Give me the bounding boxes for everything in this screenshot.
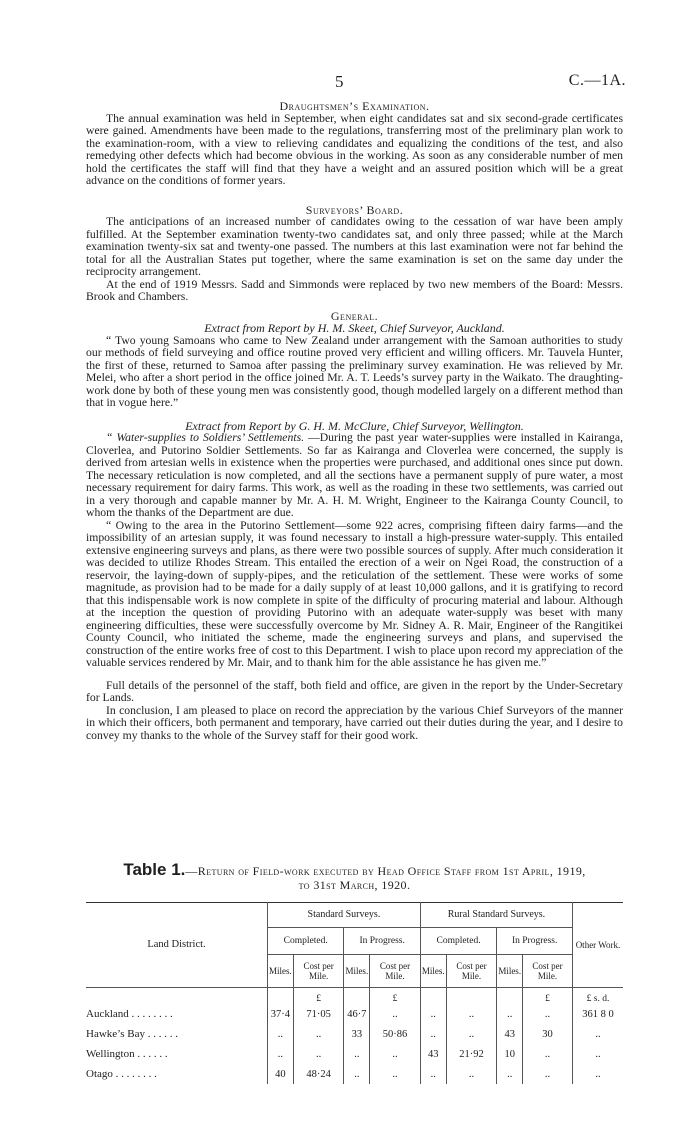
standard-in-progress: In Progress. (344, 928, 420, 955)
cell: 43 (497, 1024, 523, 1044)
cell: 50·86 (370, 1024, 421, 1044)
district-name: Otago (86, 1068, 113, 1080)
cell: .. (446, 1064, 497, 1084)
water-supplies-lead: “ Water-supplies to Soldiers’ Settlements. (106, 431, 305, 444)
table-row (86, 1044, 623, 1064)
cell: .. (344, 1064, 370, 1084)
cell: .. (497, 1064, 523, 1084)
cell: .. (268, 1024, 294, 1044)
table-row (86, 1064, 623, 1084)
extract-wellington-paragraph-1 (86, 432, 623, 520)
cell: 21·92 (446, 1044, 497, 1064)
table-title (86, 860, 623, 892)
unit-pound: £ (370, 988, 421, 1005)
cell: .. (573, 1064, 624, 1084)
personnel-paragraph: Full details of the personnel of the staff, both field and office, are given in the report by the Under-Secretary for Lands. (86, 678, 623, 704)
cell: 46·7 (344, 1004, 370, 1024)
cell: .. (573, 1024, 624, 1044)
cell: .. (497, 1004, 523, 1024)
hdr-cost-per-mile: Cost per Mile. (446, 955, 497, 988)
table-title-line-1: —Return of Field-work executed by Head Office Staff from 1st April, 1919, (185, 864, 586, 878)
cell: .. (293, 1024, 344, 1044)
hdr-cost-per-mile: Cost per Mile. (370, 955, 421, 988)
document-reference: C.—1A. (568, 72, 626, 89)
hdr-cost-per-mile: Cost per Mile. (523, 955, 573, 988)
col-standard-surveys: Standard Surveys. (268, 903, 421, 928)
table-label: Table 1. (123, 860, 186, 879)
unit-pound: £ (293, 988, 344, 1005)
draughtsmen-paragraph: The annual examination was held in September, when eight candidates sat and six second-grade certificates were gained. Amendments have been made to the regulations, transferring most of the preliminary plan work to the examination-room, with a view to relieving candidates and equalizing the conditions of the test, and also remedying other defects which had become obvious in the working. As soon as any considerable number of men hold the certificates the staff will find that they have a weight and an assured position which will be a great advance on the conditions of former years. (86, 111, 623, 187)
cell: 48·24 (293, 1064, 344, 1084)
cell: .. (293, 1044, 344, 1064)
leader-dots: . . . . . . (137, 1048, 168, 1060)
leader-dots: . . . . . . . . (131, 1008, 173, 1020)
cell: .. (370, 1004, 421, 1024)
cell: 43 (420, 1044, 446, 1064)
cell: .. (446, 1004, 497, 1024)
page-header (86, 72, 626, 92)
cell: .. (370, 1044, 421, 1064)
body-text (86, 100, 623, 742)
cell: 10 (497, 1044, 523, 1064)
surveyors-board-paragraph-1: The anticipations of an increased number of candidates owing to the cessation of war have been amply fulfilled. At the September examination twenty-two candidates sat, and only three passed; while at the March examination twenty-six sat and twenty-one passed. The numbers at this last examination were not far behind the total for all the Australian States put together, where the same examination is set on the same day under the reciprocity arrangement. (86, 215, 623, 278)
cell: 71·05 (293, 1004, 344, 1024)
table-row (86, 1024, 623, 1044)
cell: .. (420, 1024, 446, 1044)
col-land-district: Land District. (86, 903, 268, 988)
general-heading: General. (330, 308, 379, 323)
rural-completed: Completed. (420, 928, 496, 955)
col-rural-surveys: Rural Standard Surveys. (420, 903, 572, 928)
table-title-line-2: to 31st March, 1920. (298, 878, 411, 892)
leader-dots: . . . . . . . . (115, 1068, 157, 1080)
page-number: 5 (335, 72, 344, 91)
cell: 40 (268, 1064, 294, 1084)
cell: .. (573, 1044, 624, 1064)
hdr-cost-per-mile: Cost per Mile. (293, 955, 344, 988)
hdr-miles: Miles. (344, 955, 370, 988)
leader-dots: . . . . . . (147, 1028, 178, 1040)
unit-pound: £ (523, 988, 573, 1005)
cell: 37·4 (268, 1004, 294, 1024)
cell: .. (370, 1064, 421, 1084)
cell: .. (268, 1044, 294, 1064)
hdr-miles: Miles. (497, 955, 523, 988)
standard-completed: Completed. (268, 928, 344, 955)
cell: .. (420, 1004, 446, 1024)
conclusion-paragraph: In conclusion, I am pleased to place on record the appreciation by the various Chief Surveyors of the manner in which their officers, both permanent and temporary, have carried out their duties during the year, and I desire to convey my thanks to the whole of the Survey staff for their good work. (86, 703, 623, 742)
extract-wellington-paragraph-2: “ Owing to the area in the Putorino Settlement—some 922 acres, comprising fifteen dairy farms—and the impossibility of an artesian supply, it was found necessary to install a high-pressure water-supply. This entailed extensive engineering surveys and plans, as there were two possible sources of supply. After much consideration it was decided to utilize Rhodes Stream. This entailed the erection of a weir on Ngei Road, the construction of a reservoir, the laying-down of supply-pipes, and the reticulation of the settlement. These were works of some magnitude, as provision had to be made for a daily supply of at least 10,000 gallons, and it is gratifying to record that this indispensable work is now complete in spite of the difficulty of procuring material and labour. Although at the inception the question of providing Putorino with an adequate water-supply was beset with many engineering difficulties, these were successfully overcome by Mr. Sidney A. R. Mair, Engineer of the Rangitikei County Council, who initiated the scheme, made the engineering surveys and plans, and supervised the construction of the entire works free of cost to this Department. I wish to place upon record my appreciation of the valuable services rendered by Mr. Mair, and to thank him for the able assistance he has given me.” (86, 518, 623, 669)
district-name: Hawke’s Bay (86, 1028, 145, 1040)
hdr-miles: Miles. (268, 955, 294, 988)
hdr-miles: Miles. (420, 955, 446, 988)
cell: 33 (344, 1024, 370, 1044)
extract-auckland-title: Extract from Report by H. M. Skeet, Chief Surveyor, Auckland. (204, 321, 505, 335)
cell: .. (446, 1024, 497, 1044)
district-name: Wellington (86, 1048, 135, 1060)
cell: 361 8 0 (573, 1004, 624, 1024)
surveyors-board-paragraph-2: At the end of 1919 Messrs. Sadd and Simmonds were replaced by two new members of the Board: Messrs. Brook and Chambers. (86, 277, 623, 303)
col-other-work: Other Work. (573, 903, 624, 988)
field-work-table (86, 902, 623, 1084)
units-row (86, 988, 623, 1005)
extract-wellington-title: Extract from Report by G. H. M. McClure, Chief Surveyor, Wellington. (185, 418, 524, 433)
cell: .. (523, 1064, 573, 1084)
table-row (86, 1004, 623, 1024)
cell: .. (523, 1004, 573, 1024)
cell: .. (523, 1044, 573, 1064)
district-name: Auckland (86, 1008, 129, 1020)
extract-auckland-text: “ Two young Samoans who came to New Zealand under arrangement with the Samoan authorities to study our methods of field surveying and office routine proved very efficient and willing officers. Mr. Tauvela Hunter, the first of these, returned to Samoa after passing the preliminary survey examination. He was relieved by Mr. Melei, who after a short period in the office joined Mr. A. T. Leeds’s survey party in the Waikato. The draughting-work done by both of these young men was consistently good, though modelled largely on a different method than that in vogue here.” (86, 333, 623, 409)
cell: .. (344, 1044, 370, 1064)
water-supplies-text: —During the past year water-supplies were installed in Kairanga, Cloverlea, and Putorino Soldier Settlements. So far as Kairanga and Cloverlea were concerned, the supply is derived from artesian wells in existence when the properties were purchased, and additional ones since put down. The necessary reticulation is now completed, and all the sections have a permanent supply of pure water, a most necessary requirement for dairy farms. This work, as well as the roading in these two settlements, was carried out in a very thorough and capable manner by Mr. A. H. M. Wright, Engineer to the Kairanga County Council, to whom the thanks of the Department are due. (86, 431, 623, 519)
draughtsmen-heading: Draughtsmen’s Examination. (279, 99, 430, 113)
surveyors-board-heading: Surveyors’ Board. (305, 202, 404, 217)
unit-other: £ s. d. (573, 988, 624, 1005)
rural-in-progress: In Progress. (497, 928, 573, 955)
cell: 30 (523, 1024, 573, 1044)
cell: .. (420, 1064, 446, 1084)
